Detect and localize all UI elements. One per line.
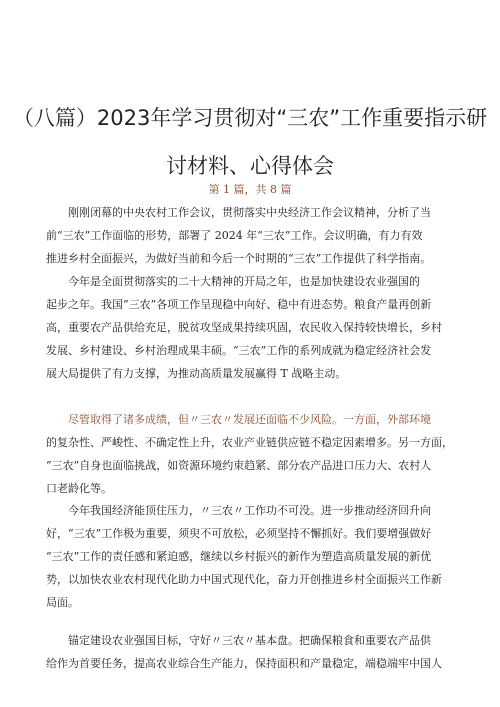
paragraph-line: 刚刚闭幕的中央农村工作会议，贯彻落实中央经济工作会议精神，分析了当: [68, 206, 431, 219]
paragraph-line: 展大局提供了有力支撑，为推动高质量发展赢得 T 战略主动。: [46, 367, 347, 380]
paragraph-4: [46, 499, 460, 614]
paragraph-line: 高，重要农产品供给充足，脱贫攻坚成果持续巩固，农民收入保持较快增长，乡村: [46, 321, 442, 334]
paragraph-line: 局面。: [46, 596, 79, 609]
paragraph-line: 今年是全面贯彻落实的二十大精神的开局之年，也是加快建设农业强国的: [68, 275, 420, 288]
document-title-line-2: 讨材料、心得体会: [166, 154, 334, 178]
section-counter: 第 1 篇，共 8 篇: [208, 183, 292, 196]
paragraph-line: 推进乡村全面振兴，为做好当前和今后一个时期的“三农”工作提供了科学指南。: [46, 252, 432, 265]
paragraph-line: “三农”工作的责任感和紧迫感，继续以乡村振兴的新作为塑造高质量发展的新优: [46, 550, 432, 563]
paragraph-line: 前“三农”工作面临的形势，部署了 2024 年“三农”工作。会议明确，有力有效: [46, 229, 423, 242]
paragraph-line: 口老龄化等。: [46, 482, 112, 495]
paragraph-line: 的复杂性、严峻性、不确定性上升，农业产业链供应链不稳定因素增多。另一方面，: [46, 436, 453, 449]
paragraph-line: 起步之年。我国“三农”各项工作呈现稳中向好、稳中有进态势。粮食产量再创新: [46, 298, 432, 311]
paragraph-line: 锚定建设农业强国目标，守好〃三农〃基本盘。把确保粮食和重要农产品供: [68, 634, 431, 647]
paragraph-5: [46, 629, 460, 675]
paragraph-2: [46, 270, 460, 385]
document-title-line-1: （八篇）2023年学习贯彻对“三农”工作重要指示研: [12, 106, 488, 130]
paragraph-1: [46, 201, 460, 270]
paragraph-3: [46, 408, 460, 500]
paragraph-line: 给作为首要任务，提高农业综合生产能力，保持面积和产量稳定，端稳端牢中国人: [46, 657, 442, 670]
paragraph-line: 尽管取得了诸多成绩，但〃三农〃发展还面临不少风险。一方面，外部环境: [68, 413, 431, 426]
paragraph-line: 好，“三农”工作极为重要，须臾不可放松，必须坚持不懈抓好。我们要增强做好: [46, 527, 432, 540]
paragraph-line: 势，以加快农业农村现代化助力中国式现代化，奋力开创推进乡村全面振兴工作新: [46, 573, 442, 586]
paragraph-line: “三农”自身也面临挑战，如资源环境约束趋紧、部分农产品进口压力大、农村人: [46, 459, 432, 472]
paragraph-line: 发展、乡村建设、乡村治理成果丰硕。“三农”工作的系列成就为稳定经济社会发: [46, 344, 432, 357]
paragraph-line: 今年我国经济能顶住压力，〃三农〃工作功不可没。进一步推动经济回升向: [68, 504, 431, 517]
